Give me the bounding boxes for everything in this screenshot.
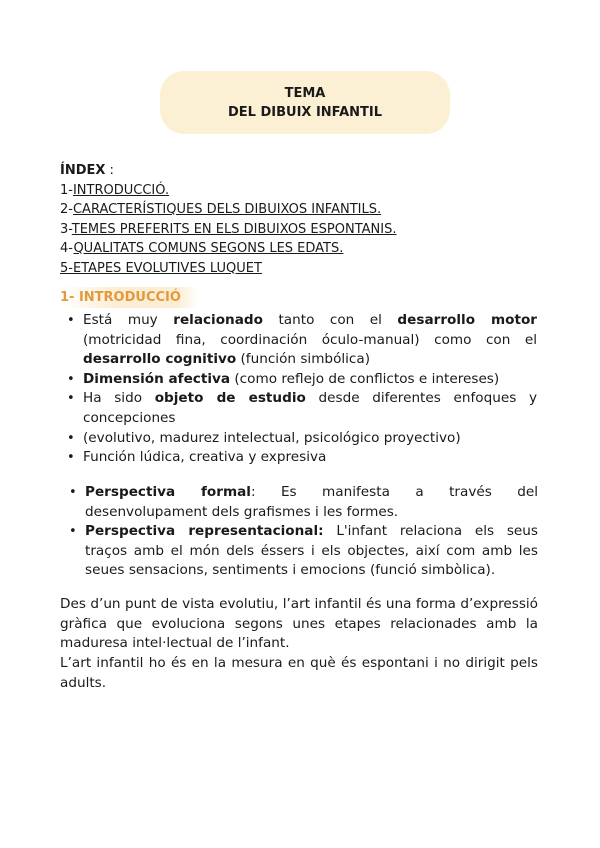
- list-item: • Perspectiva formal: Es manifesta a través del desenvolupament dels grafismes i les formes.: [85, 483, 538, 522]
- title-line-2: DEL DIBUIX INFANTIL: [228, 104, 382, 120]
- section-heading-introduccio: 1- INTRODUCCIÓ: [60, 287, 199, 308]
- title-box: [160, 71, 450, 134]
- index-heading: ÍNDEX :: [60, 163, 114, 178]
- index-item-4[interactable]: 4-QUALITATS COMUNS SEGONS LES EDATS.: [60, 241, 344, 256]
- index-item-2[interactable]: 2-CARACTERÍSTIQUES DELS DIBUIXOS INFANTILS.: [60, 202, 382, 217]
- index-item-3[interactable]: 3-TEMES PREFERITS EN ELS DIBUIXOS ESPONTANIS.: [60, 221, 397, 237]
- list-item: • Dimensión afectiva (como reflejo de conflictos e intereses): [83, 370, 537, 390]
- index-item-5[interactable]: 5-ETAPES EVOLUTIVES LUQUET: [60, 260, 262, 276]
- bullet-list-perspectives: [85, 483, 538, 581]
- paragraph: L’art infantil ho és en la mesura en què és espontani i no dirigit pels adults.: [60, 655, 538, 691]
- bullet-list-characteristics: [83, 311, 537, 468]
- table-of-contents: [60, 161, 396, 278]
- list-item: • Está muy relacionado tanto con el desarrollo motor (motricidad fina, coordinación óculo-manual) como con el desarrollo cognitivo (función simbólica): [83, 311, 537, 370]
- index-item-1[interactable]: 1-INTRODUCCIÓ.: [60, 182, 170, 198]
- title-line-1: TEMA: [284, 85, 326, 101]
- list-item: • Perspectiva representacional: L'infant relaciona els seus traços amb el món dels éssers i els objectes, així com amb les seues sensacions, sentiments i emocions (funció simbòlica).: [85, 522, 538, 581]
- paragraph: Des d’un punt de vista evolutiu, l’art infantil és una forma d’expressió gràfica que evoluciona segons unes etapes relacionades amb la maduresa intel·lectual de l’infant.: [60, 596, 538, 652]
- list-item: • Ha sido objeto de estudio desde diferentes enfoques y concepciones: [83, 389, 537, 428]
- list-item: • Función lúdica, creativa y expresiva: [83, 448, 537, 468]
- list-item: • (evolutivo, madurez intelectual, psicológico proyectivo): [83, 429, 537, 449]
